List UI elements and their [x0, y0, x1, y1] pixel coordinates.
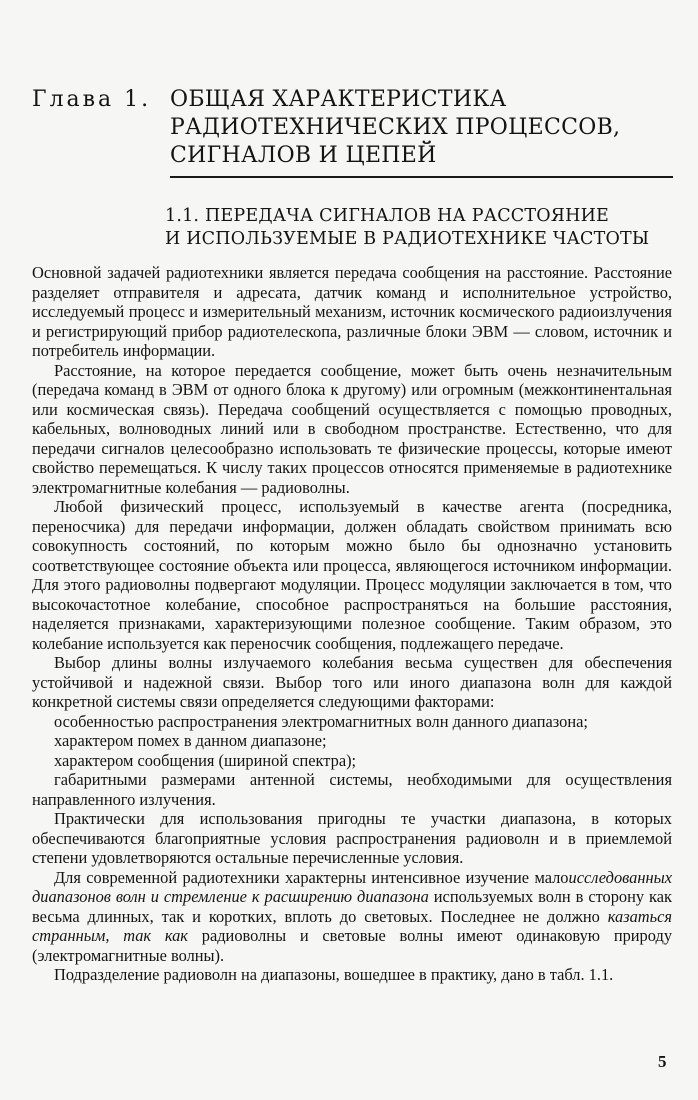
- paragraph-1: Основной задачей радиотехники является передача сообщения на расстояние. Расстояние разделяет отправителя и адресата, датчик команд и исполнительное устройство, исследуемый процесс и измерительный механизм, источник космического радиоизлучения и регистрирующий прибор радиотелескопа, различные блоки ЭВМ — словом, источник и потребитель информации.: [32, 263, 672, 360]
- paragraph-6-part-3: радиоволны и световые волны имеют одинаковую природу (электромагнитные волны).: [32, 926, 673, 965]
- paragraph-6-part-1: Для современной радиотехники характерны интенсивное изучение мало: [54, 867, 569, 887]
- paragraph-7: Подразделение радиоволн на диапазоны, вошедшее в практику, дано в табл. 1.1.: [54, 965, 614, 984]
- heading-divider: [170, 176, 673, 178]
- factor-3: характером сообщения (шириной спектра);: [54, 750, 357, 770]
- paragraph-6-italic-2: казаться странным, так как: [32, 906, 672, 945]
- chapter-title-line-3: СИГНАЛОВ И ЦЕПЕЙ: [170, 143, 437, 168]
- section-title: [165, 205, 675, 251]
- paragraph-6-part-2: используемых волн в сторону как весьма длинных, так и коротких, вплоть до световых. Последнее не должно: [32, 887, 672, 926]
- paragraph-3: Любой физический процесс, используемый в качестве агента (посредника, переносчика) для передачи информации, должен обладать свойством принимать всю совокупность состояний, по которым можно было бы однозначно установить соответствующее состояние объекта или процесса, являющегося источником информации. Для этого радиоволны подвергают модуляции. Процесс модуляции заключается в том, что высокочастотное колебание, способное распространяться на большие расстояния, наделяется признаками, характеризующими полезное сообщение. Таким образом, это колебание используется как переносчик сообщения, подлежащего передаче.: [32, 497, 672, 653]
- factor-4: габаритными размерами антенной системы, необходимыми для осуществления направленного излучения.: [32, 770, 672, 809]
- chapter-title: [170, 86, 620, 170]
- chapter-title-line-1: ОБЩАЯ ХАРАКТЕРИСТИКА: [170, 87, 507, 112]
- factor-1: особенностью распространения электромагнитных волн данного диапазона;: [54, 711, 588, 731]
- chapter-title-line-2: РАДИОТЕХНИЧЕСКИХ ПРОЦЕССОВ,: [170, 115, 621, 140]
- section-title-line-2: И ИСПОЛЬЗУЕМЫЕ В РАДИОТЕХНИКЕ ЧАСТОТЫ: [165, 229, 650, 249]
- factor-2: характером помех в данном диапазоне;: [54, 731, 327, 750]
- paragraph-6: [32, 868, 672, 966]
- chapter-heading: [32, 86, 672, 170]
- body-text: [32, 263, 672, 985]
- page-number: 5: [658, 1052, 667, 1071]
- paragraph-6-italic-1: исследованных диапазонов волн и стремление к расширению диапазона: [32, 867, 672, 906]
- paragraph-4: Выбор длины волны излучаемого колебания весьма существен для обеспечения устойчивой и надежной связи. Выбор того или иного диапазона волн для каждой конкретной системы связи определяется следующими факторами:: [32, 653, 672, 711]
- paragraph-2: Расстояние, на которое передается сообщение, может быть очень незначительным (передача команд в ЭВМ от одного блока к другому) или огромным (межконтинентальная или космическая связь). Передача сообщений осуществляется с помощью проводных, кабельных, волноводных линий или в свободном пространстве. Естественно, что для передачи сигналов целесообразно использовать те физические процессы, которые имеют свойство перемещаться. К числу таких процессов относятся применяемые в радиотехнике электромагнитные колебания — радиоволны.: [32, 360, 672, 497]
- chapter-label: Глава 1.: [32, 87, 152, 112]
- section-title-line-1: 1.1. ПЕРЕДАЧА СИГНАЛОВ НА РАССТОЯНИЕ: [165, 206, 610, 226]
- paragraph-5: Практически для использования пригодны те участки диапазона, в которых обеспечиваются благоприятные условия распространения радиоволн и в приемлемой степени удовлетворяются остальные перечисленные условия.: [32, 809, 672, 867]
